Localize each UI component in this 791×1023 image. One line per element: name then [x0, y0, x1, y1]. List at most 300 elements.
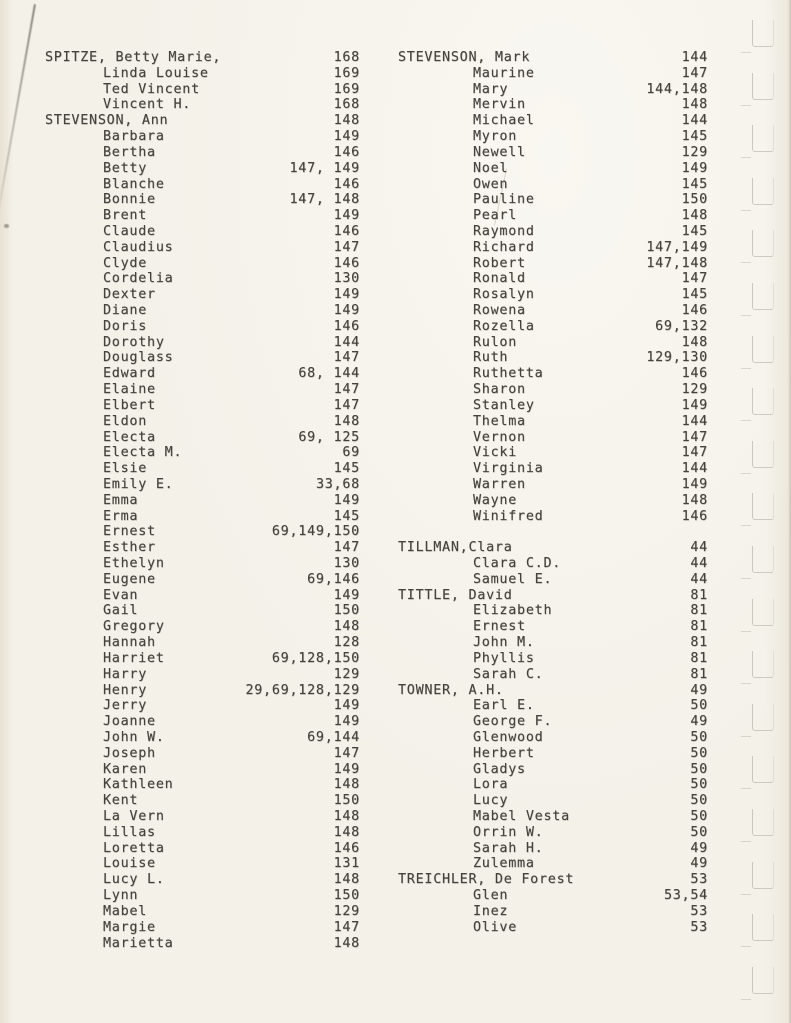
entry-name: Eldon	[103, 413, 148, 429]
entry-name: Loretta	[103, 840, 165, 856]
entry-name: Clyde	[103, 255, 148, 271]
entry-name: TREICHLER, De Forest	[398, 872, 575, 888]
entry-page-numbers: 169	[333, 81, 360, 97]
entry-name: Ernest	[473, 619, 526, 635]
entry-name: Vicki	[473, 445, 518, 461]
index-entry	[398, 825, 708, 841]
entry-page-numbers: 168	[333, 50, 360, 65]
entry-page-numbers: 81	[690, 666, 708, 682]
entry-name: Lynn	[103, 888, 139, 904]
entry-page-numbers: 131	[333, 856, 360, 872]
entry-page-numbers: 148	[333, 824, 360, 840]
entry-name: Lucy	[473, 793, 509, 809]
entry-name: Virginia	[473, 461, 544, 477]
entry-name: Maurine	[473, 65, 535, 81]
index-entry	[45, 113, 360, 129]
entry-name: Brent	[103, 208, 148, 224]
binding-notch-mark	[752, 283, 774, 310]
index-entry	[45, 208, 360, 224]
index-column-right	[398, 50, 708, 936]
entry-name: Bonnie	[103, 192, 156, 208]
index-entry	[45, 556, 360, 572]
entry-page-numbers: 147	[681, 429, 708, 445]
index-entry	[45, 414, 360, 430]
index-entry	[398, 920, 708, 936]
entry-name: Harry	[103, 666, 148, 682]
index-entry	[45, 224, 360, 240]
entry-name: Stanley	[473, 397, 535, 413]
binding-notch-mark	[752, 336, 774, 363]
entry-name: Rosalyn	[473, 287, 535, 303]
index-entry	[45, 667, 360, 683]
entry-name: Barbara	[103, 129, 165, 145]
entry-name: Dorothy	[103, 334, 165, 350]
entry-page-numbers: 149	[333, 761, 360, 777]
entry-page-numbers: 68, 144	[298, 366, 360, 382]
index-entry	[398, 856, 708, 872]
binding-notch-mark	[752, 651, 774, 678]
entry-name: Vincent H.	[103, 97, 192, 113]
index-entry	[398, 461, 708, 477]
entry-name: Marietta	[103, 935, 174, 951]
entry-page-numbers: 50	[690, 809, 708, 824]
entry-name: George F.	[473, 714, 553, 730]
index-entry	[398, 350, 708, 366]
entry-name: Earl E.	[473, 698, 535, 714]
entry-page-numbers: 147	[333, 397, 360, 413]
entry-page-numbers: 50	[690, 745, 708, 761]
index-entry	[398, 651, 708, 667]
index-entry	[45, 145, 360, 161]
entry-page-numbers: 33,68	[315, 476, 360, 492]
entry-name: Erma	[103, 508, 139, 524]
entry-name: STEVENSON, Ann	[45, 113, 169, 129]
entry-name: Raymond	[473, 223, 535, 239]
entry-page-numbers: 148	[333, 413, 360, 429]
index-entry	[398, 746, 708, 762]
index-entry	[45, 398, 360, 414]
index-entry	[45, 287, 360, 303]
index-entry	[398, 588, 708, 604]
entry-page-numbers: 148	[333, 872, 360, 888]
paper-speck	[4, 224, 9, 228]
entry-name: Phyllis	[473, 650, 535, 666]
index-entry	[45, 493, 360, 509]
index-entry	[398, 445, 708, 461]
index-entry	[398, 382, 708, 398]
entry-page-numbers: 145	[681, 129, 708, 145]
index-entry	[398, 430, 708, 446]
index-entry	[45, 698, 360, 714]
index-entry	[398, 208, 708, 224]
entry-page-numbers: 144	[681, 113, 708, 129]
entry-name: Pearl	[473, 208, 518, 224]
entry-page-numbers: 150	[681, 192, 708, 208]
index-entry	[398, 872, 708, 888]
entry-name: SPITZE, Betty Marie,	[45, 50, 222, 65]
index-entry	[45, 777, 360, 793]
entry-page-numbers: 49	[690, 682, 708, 698]
entry-page-numbers: 148	[333, 619, 360, 635]
index-entry	[398, 603, 708, 619]
index-entry	[398, 113, 708, 129]
entry-page-numbers: 145	[681, 223, 708, 239]
entry-page-numbers: 148	[333, 777, 360, 793]
entry-name: Pauline	[473, 192, 535, 208]
entry-name: TOWNER, A.H.	[398, 682, 504, 698]
entry-name: Sarah C.	[473, 666, 544, 682]
index-entry	[45, 97, 360, 113]
entry-page-numbers: 149	[333, 287, 360, 303]
index-entry	[398, 97, 708, 113]
entry-page-numbers: 149	[681, 476, 708, 492]
index-entry	[398, 224, 708, 240]
entry-page-numbers: 147	[333, 239, 360, 255]
entry-name: Margie	[103, 919, 156, 935]
index-entry	[45, 872, 360, 888]
entry-page-numbers: 147	[333, 540, 360, 556]
entry-name: Kent	[103, 793, 139, 809]
entry-page-numbers: 144	[681, 413, 708, 429]
entry-page-numbers: 49	[690, 714, 708, 730]
index-entry	[398, 240, 708, 256]
entry-page-numbers: 169	[333, 65, 360, 81]
entry-page-numbers: 129	[333, 666, 360, 682]
entry-page-numbers: 149	[333, 129, 360, 145]
entry-name: Myron	[473, 129, 518, 145]
index-entry	[45, 524, 360, 540]
binding-notch-mark	[752, 230, 774, 257]
entry-page-numbers: 53	[690, 919, 708, 935]
index-entry	[398, 556, 708, 572]
index-entry	[45, 82, 360, 98]
index-entry	[398, 256, 708, 272]
index-entry	[398, 129, 708, 145]
entry-page-numbers: 148	[333, 809, 360, 824]
index-entry	[398, 888, 708, 904]
entry-name: Lucy L.	[103, 872, 165, 888]
index-entry	[45, 572, 360, 588]
binding-notch-mark	[752, 441, 774, 468]
entry-page-numbers: 50	[690, 698, 708, 714]
entry-name: Sharon	[473, 382, 526, 398]
index-entry	[45, 50, 360, 66]
index-entry	[45, 445, 360, 461]
entry-name: Mabel	[103, 903, 148, 919]
entry-page-numbers: 168	[333, 97, 360, 113]
index-entry	[45, 366, 360, 382]
index-entry	[398, 793, 708, 809]
entry-page-numbers: 149	[681, 397, 708, 413]
entry-page-numbers: 130	[333, 556, 360, 571]
index-entry	[398, 809, 708, 825]
index-entry	[398, 683, 708, 699]
entry-page-numbers: 81	[690, 650, 708, 666]
index-entry	[398, 667, 708, 683]
index-entry	[45, 335, 360, 351]
index-column-left	[45, 50, 360, 951]
entry-page-numbers: 149	[333, 303, 360, 318]
entry-page-numbers: 53,54	[663, 888, 708, 904]
index-entry	[398, 841, 708, 857]
paper-crease-mark	[0, 4, 36, 227]
entry-name: Ronald	[473, 271, 526, 287]
entry-name: Henry	[103, 682, 148, 698]
entry-name: Mary	[473, 81, 509, 97]
entry-page-numbers: 49	[690, 856, 708, 872]
index-entry	[398, 698, 708, 714]
entry-page-numbers: 53	[690, 872, 708, 888]
entry-page-numbers: 147,148	[646, 255, 708, 271]
entry-page-numbers: 144	[681, 461, 708, 477]
index-entry	[45, 936, 360, 952]
entry-name: Mervin	[473, 97, 526, 113]
entry-page-numbers: 69,146	[307, 571, 360, 587]
entry-name: Electa	[103, 429, 156, 445]
entry-name: Dexter	[103, 287, 156, 303]
entry-page-numbers: 149	[333, 698, 360, 714]
entry-name: Zulemma	[473, 856, 535, 872]
binding-notch-mark	[752, 756, 774, 783]
index-entry	[398, 398, 708, 414]
entry-name: Linda Louise	[103, 65, 209, 81]
index-entry	[398, 303, 708, 319]
entry-name: Mabel Vesta	[473, 809, 570, 824]
entry-name: Elizabeth	[473, 603, 553, 619]
entry-name: John M.	[473, 635, 535, 651]
entry-name: Elsie	[103, 461, 148, 477]
binding-notch-mark	[752, 599, 774, 626]
entry-name: Ruthetta	[473, 366, 544, 382]
entry-page-numbers: 69, 125	[298, 429, 360, 445]
entry-name: Richard	[473, 239, 535, 255]
entry-page-numbers: 53	[690, 903, 708, 919]
entry-name: Claude	[103, 223, 156, 239]
index-entry	[398, 509, 708, 525]
index-entry	[398, 493, 708, 509]
entry-name: Kathleen	[103, 777, 174, 793]
index-entry	[398, 271, 708, 287]
entry-page-numbers: 146	[333, 176, 360, 192]
entry-page-numbers: 146	[681, 303, 708, 318]
entry-name: Ted Vincent	[103, 81, 200, 97]
entry-name: Newell	[473, 144, 526, 160]
entry-page-numbers: 145	[333, 508, 360, 524]
entry-name: Emily E.	[103, 476, 174, 492]
index-entry	[45, 256, 360, 272]
entry-name: Hannah	[103, 635, 156, 651]
binding-notch-mark	[752, 125, 774, 152]
entry-name: Gail	[103, 603, 139, 619]
entry-page-numbers: 149	[681, 160, 708, 176]
entry-name: Rozella	[473, 318, 535, 334]
entry-name: Olive	[473, 919, 518, 935]
entry-name: STEVENSON, Mark	[398, 50, 531, 65]
entry-page-numbers: 148	[681, 492, 708, 508]
index-entry	[45, 382, 360, 398]
entry-page-numbers: 146	[681, 366, 708, 382]
entry-name: Ruth	[473, 350, 509, 366]
entry-name: Michael	[473, 113, 535, 129]
binding-notch-mark	[752, 862, 774, 889]
entry-name: Esther	[103, 540, 156, 556]
entry-name: Betty	[103, 160, 148, 176]
entry-page-numbers: 129,130	[646, 350, 708, 366]
entry-page-numbers: 146	[333, 840, 360, 856]
index-entry	[45, 635, 360, 651]
entry-page-numbers: 146	[681, 508, 708, 524]
binding-notch-mark	[752, 493, 774, 520]
entry-page-numbers: 49	[690, 840, 708, 856]
entry-page-numbers: 145	[681, 176, 708, 192]
entry-page-numbers: 50	[690, 824, 708, 840]
entry-page-numbers: 44	[690, 556, 708, 571]
entry-name: Doris	[103, 318, 148, 334]
entry-page-numbers: 144,148	[646, 81, 708, 97]
index-entry	[398, 192, 708, 208]
entry-page-numbers: 81	[690, 603, 708, 619]
entry-page-numbers: 69,132	[655, 318, 708, 334]
entry-name: Douglass	[103, 350, 174, 366]
entry-name: Cordelia	[103, 271, 174, 287]
index-entry	[398, 50, 708, 66]
binding-notch-mark	[752, 914, 774, 941]
binding-notch-mark	[752, 388, 774, 415]
entry-page-numbers: 50	[690, 729, 708, 745]
index-entry	[45, 714, 360, 730]
binding-notch-mark	[752, 704, 774, 731]
entry-name: Elbert	[103, 397, 156, 413]
index-entry	[45, 856, 360, 872]
index-entry	[398, 366, 708, 382]
index-entry	[398, 319, 708, 335]
index-entry	[45, 603, 360, 619]
entry-page-numbers: 147	[333, 745, 360, 761]
index-entry	[45, 730, 360, 746]
entry-page-numbers: 69,149,150	[271, 524, 360, 540]
index-entry	[398, 177, 708, 193]
index-entry	[45, 888, 360, 904]
index-entry	[45, 841, 360, 857]
entry-name: Sarah H.	[473, 840, 544, 856]
entry-page-numbers: 148	[681, 208, 708, 224]
entry-page-numbers: 69,128,150	[271, 650, 360, 666]
entry-name: Clara C.D.	[473, 556, 562, 571]
index-entry	[398, 335, 708, 351]
entry-name: Glen	[473, 888, 509, 904]
entry-name: Ernest	[103, 524, 156, 540]
entry-page-numbers: 69	[342, 445, 360, 461]
index-entry	[45, 177, 360, 193]
entry-page-numbers: 148	[333, 935, 360, 951]
index-entry	[398, 524, 708, 540]
entry-name: Karen	[103, 761, 148, 777]
index-entry	[398, 540, 708, 556]
entry-page-numbers: 130	[333, 271, 360, 287]
index-entry	[45, 683, 360, 699]
index-entry	[45, 762, 360, 778]
entry-name: TILLMAN,Clara	[398, 540, 513, 556]
index-entry	[45, 240, 360, 256]
entry-page-numbers: 129	[681, 144, 708, 160]
entry-page-numbers: 145	[681, 287, 708, 303]
entry-page-numbers: 44	[690, 540, 708, 556]
entry-page-numbers: 147	[333, 382, 360, 398]
entry-page-numbers: 50	[690, 793, 708, 809]
entry-page-numbers: 144	[333, 334, 360, 350]
entry-page-numbers: 146	[333, 318, 360, 334]
index-entry	[45, 509, 360, 525]
entry-page-numbers: 147	[681, 445, 708, 461]
entry-page-numbers: 149	[333, 714, 360, 730]
entry-page-numbers: 148	[681, 334, 708, 350]
entry-page-numbers: 129	[681, 382, 708, 398]
entry-page-numbers: 147, 148	[289, 192, 360, 208]
binding-notch-mark	[752, 546, 774, 573]
index-entry	[398, 82, 708, 98]
index-entry	[398, 777, 708, 793]
index-entry	[45, 161, 360, 177]
entry-name: Samuel E.	[473, 571, 553, 587]
entry-page-numbers: 129	[333, 903, 360, 919]
index-entry	[45, 540, 360, 556]
index-entry	[45, 129, 360, 145]
entry-name: Glenwood	[473, 729, 544, 745]
index-entry	[45, 651, 360, 667]
entry-page-numbers: 147	[681, 271, 708, 287]
index-entry	[398, 762, 708, 778]
entry-name: Orrin W.	[473, 824, 544, 840]
entry-page-numbers: 50	[690, 777, 708, 793]
entry-page-numbers: 148	[333, 113, 360, 129]
index-entry	[398, 414, 708, 430]
entry-page-numbers: 150	[333, 888, 360, 904]
index-entry	[45, 904, 360, 920]
entry-name: Lora	[473, 777, 509, 793]
entry-page-numbers: 145	[333, 461, 360, 477]
entry-page-numbers: 150	[333, 793, 360, 809]
entry-page-numbers: 81	[690, 635, 708, 651]
entry-page-numbers: 81	[690, 619, 708, 635]
entry-page-numbers: 147, 149	[289, 160, 360, 176]
entry-name: La Vern	[103, 809, 165, 824]
entry-page-numbers: 144	[681, 50, 708, 65]
index-entry	[45, 461, 360, 477]
index-entry	[45, 809, 360, 825]
entry-name: Jerry	[103, 698, 148, 714]
index-entry	[45, 66, 360, 82]
binding-notch-mark	[752, 178, 774, 205]
index-entry	[45, 192, 360, 208]
entry-name: Rowena	[473, 303, 526, 318]
binding-notch-mark	[752, 73, 774, 100]
entry-name: Elaine	[103, 382, 156, 398]
entry-name: Gregory	[103, 619, 165, 635]
entry-name: Bertha	[103, 144, 156, 160]
entry-page-numbers: 146	[333, 144, 360, 160]
entry-name: Gladys	[473, 761, 526, 777]
entry-page-numbers: 147,149	[646, 239, 708, 255]
index-entry	[45, 271, 360, 287]
index-entry	[45, 920, 360, 936]
entry-name: John W.	[103, 729, 165, 745]
entry-page-numbers: 149	[333, 492, 360, 508]
entry-name: Lillas	[103, 824, 156, 840]
entry-page-numbers: 150	[333, 603, 360, 619]
index-entry	[398, 904, 708, 920]
entry-name: Winifred	[473, 508, 544, 524]
index-entry	[398, 730, 708, 746]
